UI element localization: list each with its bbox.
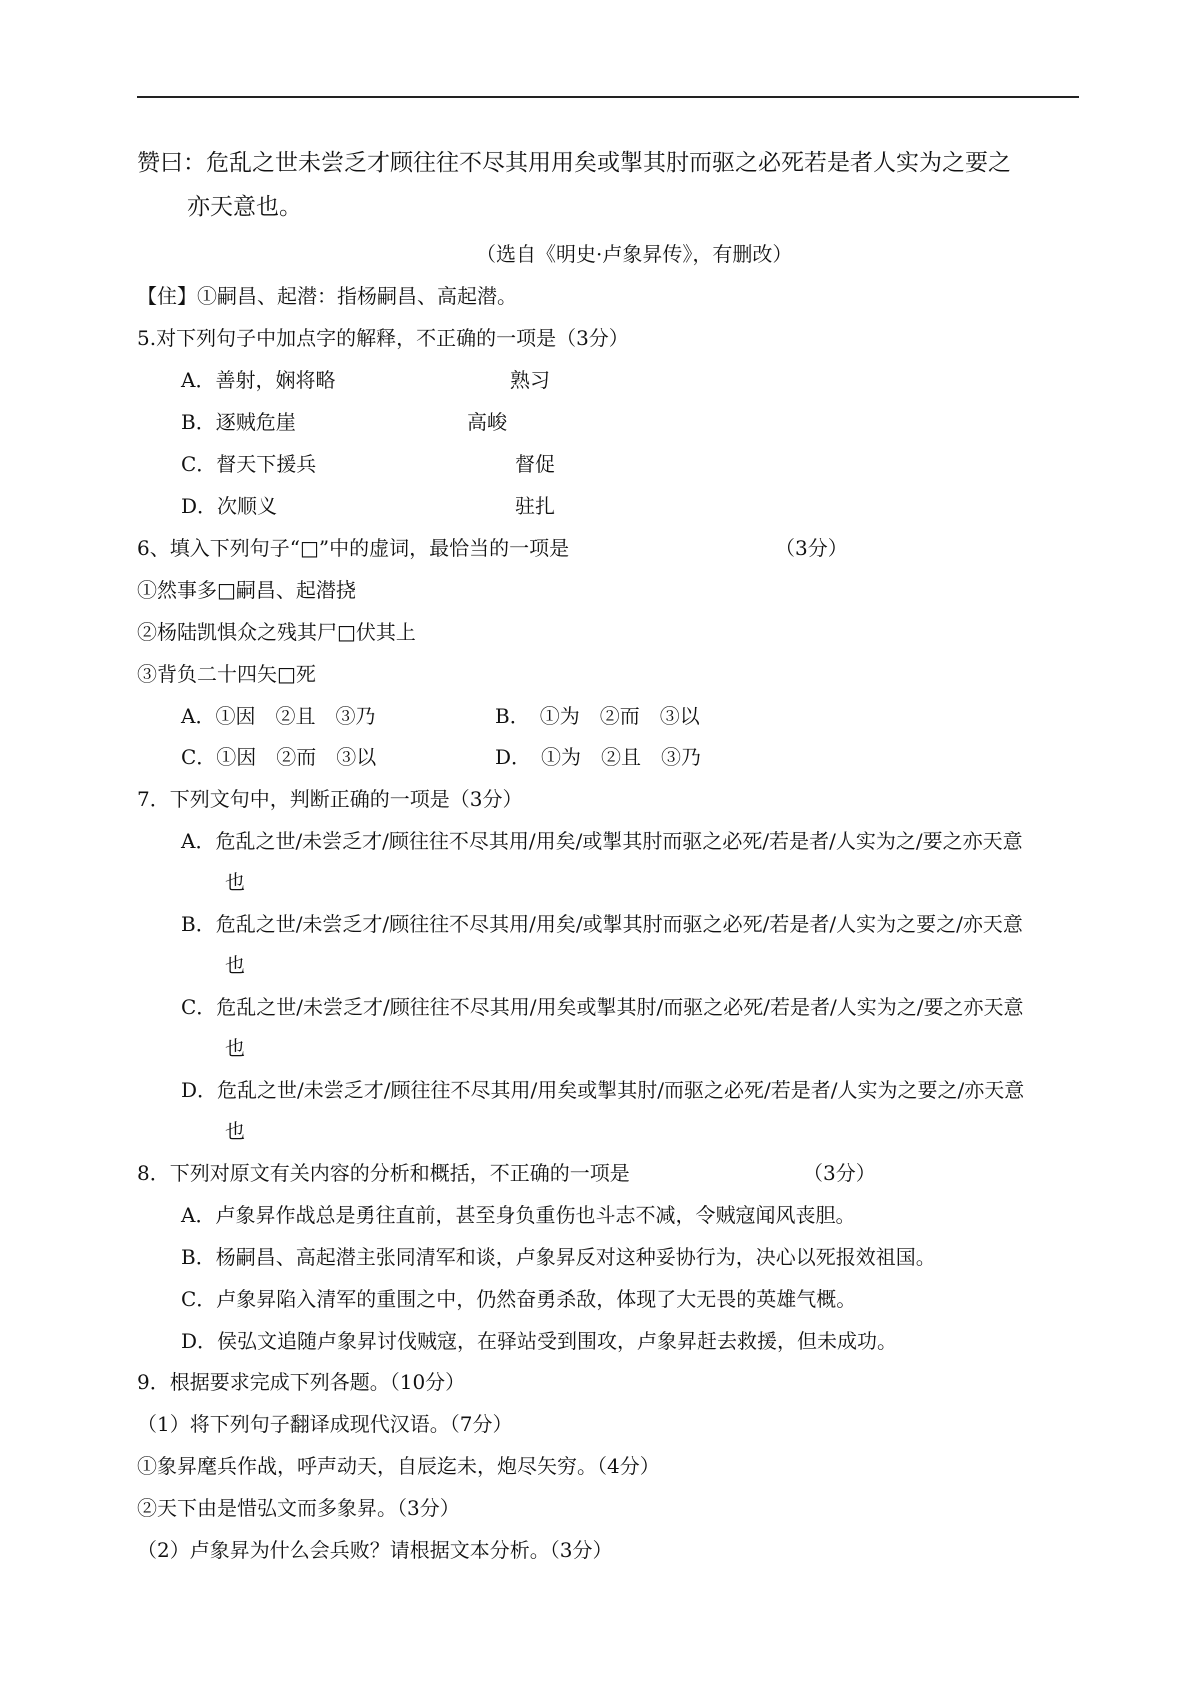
q9-sentence-1: ①象昇麾兵作战，呼声动天，自辰迄未，炮尽矢穷。（4分） (137, 1454, 660, 1478)
q7-option-d: D．危乱之世/未尝乏才/顾往往不尽其用/用矣或掣其肘/而驱之必死/若是者/人实为之要之/亦天意 (181, 1078, 1025, 1102)
q9-part1: （1）将下列句子翻译成现代汉语。（7分） (137, 1412, 513, 1436)
q7-option-d-cont: 也 (225, 1119, 245, 1143)
q5-stem: 5.对下列句子中加点字的解释，不正确的一项是（3分） (137, 326, 629, 350)
q8-option-d: D．侯弘文追随卢象昇讨伐贼寇，在驿站受到围攻，卢象昇赶去救援，但未成功。 (181, 1329, 898, 1353)
q5-option-d-gloss: 驻扎 (515, 494, 555, 518)
q5-option-b-gloss: 高峻 (467, 410, 507, 434)
q6-option-b: B． ①为 ②而 ③以 (495, 704, 700, 728)
q9-stem: 9．根据要求完成下列各题。（10分） (137, 1370, 466, 1394)
header-rule (137, 96, 1079, 98)
q9-sentence-2: ②天下由是惜弘文而多象昇。（3分） (137, 1496, 460, 1520)
q6-stem: 6、填入下列句子“□”中的虚词，最恰当的一项是 (137, 536, 570, 560)
passage-zan-line2: 亦天意也。 (187, 194, 302, 220)
q7-option-b: B．危乱之世/未尝乏才/顾往往不尽其用/用矣/或掣其肘而驱之必死/若是者/人实为之要之/亦天意 (181, 912, 1023, 936)
q6-option-a: A．①因 ②且 ③乃 (181, 704, 376, 728)
q5-option-b: B．逐贼危崖 (181, 410, 296, 434)
q8-option-a: A．卢象昇作战总是勇往直前，甚至身负重伤也斗志不减，令贼寇闻风丧胆。 (181, 1203, 856, 1227)
q5-option-a-gloss: 熟习 (510, 368, 550, 392)
q9-part2: （2）卢象昇为什么会兵败？请根据文本分析。（3分） (137, 1538, 613, 1562)
q7-option-c-cont: 也 (225, 1036, 245, 1060)
q7-option-a-cont: 也 (225, 870, 245, 894)
q6-sentence-3: ③背负二十四矢□死 (137, 662, 316, 686)
q5-option-c-gloss: 督促 (515, 452, 555, 476)
q8-stem: 8．下列对原文有关内容的分析和概括，不正确的一项是 (137, 1161, 630, 1185)
q7-option-b-cont: 也 (225, 953, 245, 977)
q6-sentence-2: ②杨陆凯惧众之残其尸□伏其上 (137, 620, 416, 644)
passage-source: （选自《明史·卢象昇传》，有删改） (476, 242, 793, 266)
q7-option-a: A．危乱之世/未尝乏才/顾往往不尽其用/用矣/或掣其肘而驱之必死/若是者/人实为之/要之亦天意 (181, 829, 1023, 853)
q5-option-a: A．善射，娴将略 (181, 368, 336, 392)
q6-option-d: D． ①为 ②且 ③乃 (495, 745, 702, 769)
q6-score: （3分） (775, 536, 848, 560)
q5-option-c: C．督天下援兵 (181, 452, 317, 476)
passage-note: 【住】①嗣昌、起潜：指杨嗣昌、高起潜。 (137, 284, 517, 308)
q8-option-b: B．杨嗣昌、高起潜主张同清军和谈，卢象昇反对这种妥协行为，决心以死报效祖国。 (181, 1245, 936, 1269)
q6-sentence-1: ①然事多□嗣昌、起潜挠 (137, 578, 356, 602)
q7-option-c: C．危乱之世/未尝乏才/顾往往不尽其用/用矣或掣其肘/而驱之必死/若是者/人实为之/要之亦天意 (181, 995, 1024, 1019)
q5-option-d: D．次顺义 (181, 494, 278, 518)
q8-score: （3分） (803, 1161, 876, 1185)
q6-option-c: C．①因 ②而 ③以 (181, 745, 377, 769)
q7-stem: 7．下列文句中，判断正确的一项是（3分） (137, 787, 523, 811)
passage-zan-line1: 赞曰：危乱之世未尝乏才顾往往不尽其用用矣或掣其肘而驱之必死若是者人实为之要之 (137, 150, 1011, 176)
q8-option-c: C．卢象昇陷入清军的重围之中，仍然奋勇杀敌，体现了大无畏的英雄气概。 (181, 1287, 857, 1311)
